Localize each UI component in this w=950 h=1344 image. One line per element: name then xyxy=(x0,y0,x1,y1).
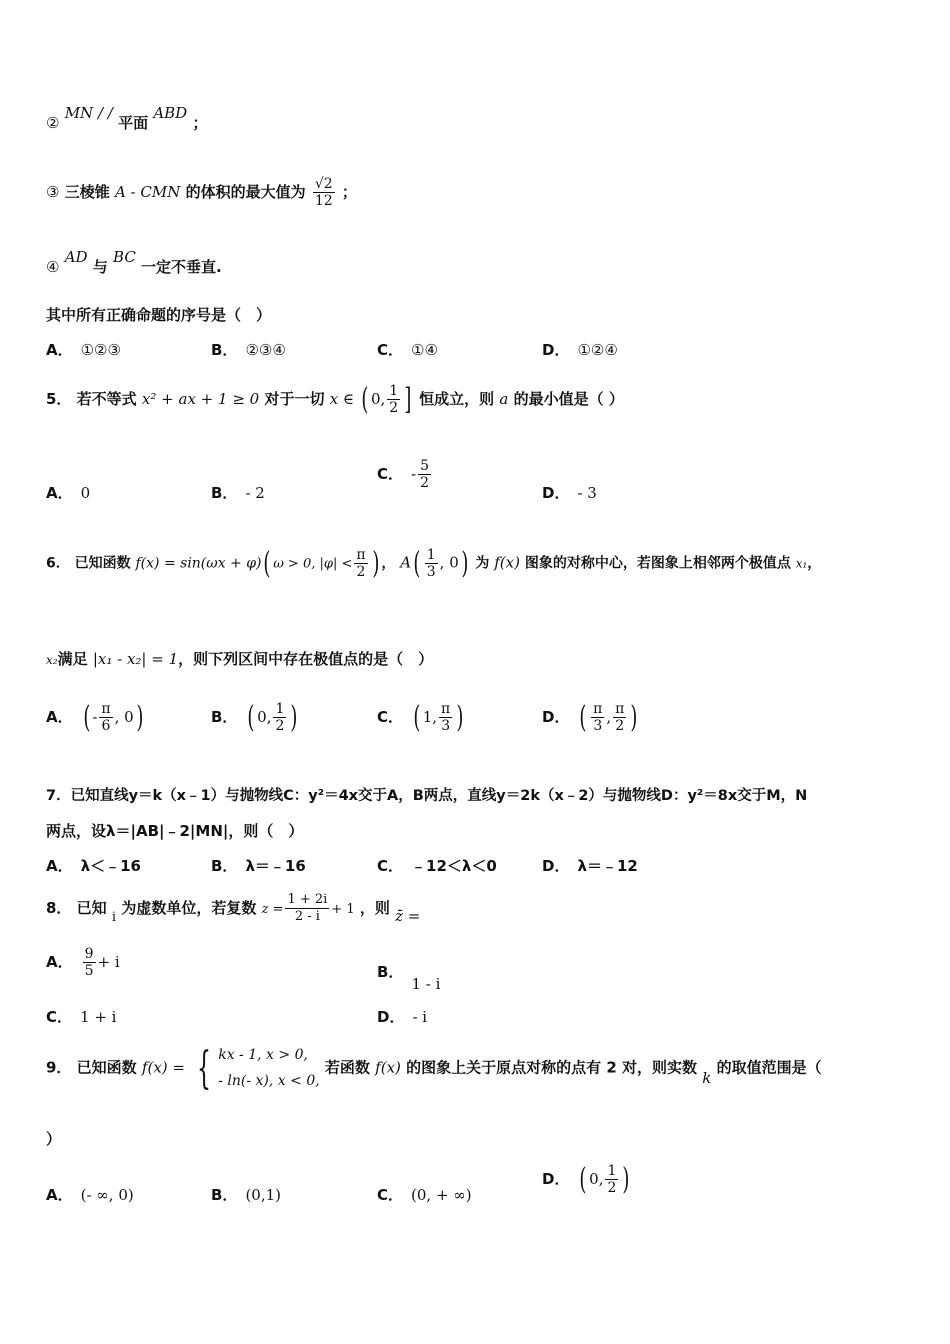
fraction xyxy=(99,701,112,734)
right-paren: ) xyxy=(461,546,469,581)
option-label: B． xyxy=(211,341,238,359)
math-function: f(x) xyxy=(375,1058,401,1077)
q5-option-b[interactable] xyxy=(211,482,265,503)
math-x1: x₁ xyxy=(795,556,808,571)
question-6-line2 xyxy=(46,648,433,669)
question-text: ，则下列区间中存在极值点的是（ ） xyxy=(178,650,434,668)
right-paren: ) xyxy=(136,700,144,735)
q7-option-b[interactable] xyxy=(211,855,306,876)
option-label: D． xyxy=(542,708,570,726)
option-text: , 0 xyxy=(114,708,134,726)
q9-option-d[interactable] xyxy=(542,1162,632,1197)
math-inequality: x² + ax + 1 ≥ 0 xyxy=(141,390,260,408)
option-text: (0, + ∞) xyxy=(411,1186,472,1204)
option-label: A． xyxy=(46,953,73,971)
question-text: 已知函数 xyxy=(76,1058,137,1077)
math-function: f(x) = xyxy=(141,1058,185,1077)
math-plus: + 1 xyxy=(331,902,355,917)
denominator: 2 xyxy=(420,475,430,491)
option-text: ②③④ xyxy=(245,341,286,359)
q4-option-b[interactable] xyxy=(211,339,286,360)
interval-left: 0, xyxy=(370,390,386,408)
denominator: 3 xyxy=(426,564,436,580)
math-plane-abd: ABD xyxy=(153,104,188,122)
option-text: λ＜﹣16 xyxy=(80,857,141,875)
numerator: 1 xyxy=(275,701,285,717)
left-paren: ( xyxy=(247,700,255,735)
q8-option-c[interactable] xyxy=(46,1006,116,1027)
right-bracket: ] xyxy=(404,382,412,417)
q8-option-b[interactable] xyxy=(377,961,441,993)
question-number: 9． xyxy=(46,1058,72,1077)
option-label: C． xyxy=(377,708,404,726)
option-text: 1 + i xyxy=(80,1008,117,1026)
left-paren: ( xyxy=(413,546,421,581)
math-bc: BC xyxy=(113,248,136,266)
option-label: C． xyxy=(377,857,404,875)
option-text: 0, xyxy=(257,708,272,726)
option-text: + i xyxy=(97,953,120,971)
fraction xyxy=(439,701,452,734)
statement-4 xyxy=(46,248,222,277)
numerator: π xyxy=(356,547,366,563)
numerator: 1 xyxy=(426,547,436,563)
question-text: 为 xyxy=(475,555,490,572)
q9-option-c[interactable] xyxy=(377,1184,472,1205)
left-paren: ( xyxy=(413,700,421,735)
denominator: 3 xyxy=(441,718,451,734)
question-text: 为虚数单位，若复数 xyxy=(121,899,257,917)
left-paren: ( xyxy=(361,382,369,417)
case-1: kx - 1, x > 0, xyxy=(218,1047,308,1063)
math-function: f(x) xyxy=(494,553,520,572)
case-2: - ln(- x), x < 0, xyxy=(218,1073,320,1089)
right-paren: ) xyxy=(371,546,379,581)
denominator: 2 xyxy=(275,718,285,734)
option-text: λ＝﹣12 xyxy=(577,857,638,875)
question-text: 的最小值是（ ） xyxy=(513,390,624,408)
q8-option-d[interactable] xyxy=(377,1006,427,1027)
fraction xyxy=(613,701,626,734)
question-text: 图象的对称中心，若图象上相邻两个极值点 xyxy=(524,555,791,572)
denominator: 2 xyxy=(607,1180,617,1196)
q6-option-d[interactable] xyxy=(542,700,640,735)
right-paren: ) xyxy=(630,700,638,735)
numerator: π xyxy=(441,701,451,717)
fraction xyxy=(591,701,604,734)
left-paren: ( xyxy=(579,700,587,735)
statement-text: 一定不垂直. xyxy=(141,258,222,276)
left-paren: ( xyxy=(579,1162,587,1197)
option-label: B． xyxy=(211,1186,238,1204)
question-number: 6． xyxy=(46,555,70,572)
right-paren: ) xyxy=(456,700,464,735)
question-text: 的取值范围是（ xyxy=(716,1058,822,1077)
math-variable: a xyxy=(499,390,509,408)
option-label: A． xyxy=(46,1186,73,1204)
statement-number: ④ xyxy=(46,258,60,276)
denominator: 2 - i xyxy=(294,909,320,924)
option-text: - xyxy=(92,708,98,726)
punctuation: ， xyxy=(807,555,822,572)
math-function: f(x) = sin(ωx + φ) xyxy=(135,555,262,572)
math-point: A xyxy=(400,553,412,572)
option-label: D． xyxy=(542,484,570,502)
statement-text: 平面 xyxy=(118,114,149,132)
option-text: 1 - i xyxy=(411,975,441,993)
option-label: C． xyxy=(377,465,404,483)
option-label: C． xyxy=(377,341,404,359)
statement-number: ② xyxy=(46,114,60,132)
option-text: λ＝﹣16 xyxy=(245,857,306,875)
statement-text: 的体积的最大值为 xyxy=(185,183,306,201)
question-text: 的图象上关于原点对称的点有 2 对，则实数 xyxy=(406,1058,698,1077)
denominator: 2 xyxy=(389,400,399,416)
option-text: ①②③ xyxy=(80,341,121,359)
q4-option-d[interactable] xyxy=(542,339,618,360)
fraction xyxy=(387,383,400,416)
fraction xyxy=(313,176,335,209)
math-mn-parallel: MN / / xyxy=(64,104,113,122)
math-i: i xyxy=(111,910,117,925)
question-text: 若函数 xyxy=(324,1058,370,1077)
left-paren: ( xyxy=(82,700,90,735)
statement-2 xyxy=(46,104,208,133)
option-text: 0, xyxy=(589,1170,604,1188)
option-text: - 3 xyxy=(577,484,597,502)
option-text: ①②④ xyxy=(577,341,618,359)
question-7-line2: 两点，设λ＝|AB|﹣2|MN|，则（ ） xyxy=(46,822,304,840)
option-text: 1, xyxy=(422,708,438,726)
denominator: 6 xyxy=(101,718,111,734)
q4-option-c[interactable] xyxy=(377,339,438,360)
question-text: 若不等式 xyxy=(76,390,137,408)
question-number: 5． xyxy=(46,390,72,408)
q9-option-a[interactable] xyxy=(46,1184,134,1205)
cases xyxy=(218,1042,319,1094)
option-label: B． xyxy=(377,963,404,981)
q6-option-b[interactable] xyxy=(211,700,300,735)
option-label: A． xyxy=(46,484,73,502)
option-text: ①④ xyxy=(411,341,438,359)
denominator: 2 xyxy=(615,718,625,734)
denominator: 2 xyxy=(356,564,366,580)
option-label: A． xyxy=(46,708,73,726)
option-label: C． xyxy=(46,1008,73,1026)
math-condition: ω > 0, |φ| < xyxy=(273,556,353,572)
option-label: D． xyxy=(542,341,570,359)
piecewise xyxy=(190,1042,319,1094)
option-label: B． xyxy=(211,857,238,875)
math-k: k xyxy=(702,1068,712,1087)
left-paren: ( xyxy=(263,546,271,581)
fraction xyxy=(354,547,367,580)
option-text: (0,1) xyxy=(245,1186,281,1204)
question-7-line1: 7．已知直线y＝k（x﹣1）与抛物线C：y²＝4x交于A，B两点，直线y＝2k（x﹣2）与抛物线D：y²＝8x交于M，N xyxy=(46,788,808,804)
q4-option-a[interactable] xyxy=(46,339,121,360)
punctuation: ， xyxy=(381,555,396,572)
numerator: 9 xyxy=(84,946,94,962)
question-9-line2: ） xyxy=(46,1130,62,1148)
punctuation: ； xyxy=(192,114,208,132)
question-8 xyxy=(46,892,420,925)
statement-number: ③ xyxy=(46,183,60,201)
option-label: B． xyxy=(211,484,238,502)
fraction xyxy=(83,946,96,979)
question-number: 8． xyxy=(46,899,72,917)
math-x2: x₂ xyxy=(46,653,58,667)
fraction xyxy=(273,701,286,734)
option-label: D． xyxy=(542,857,570,875)
q5-option-c[interactable] xyxy=(377,458,433,491)
numerator: 5 xyxy=(420,458,430,474)
punctuation: ； xyxy=(341,183,357,201)
fraction xyxy=(285,892,329,925)
q6-option-a[interactable] xyxy=(46,700,145,735)
statement-text: 与 xyxy=(92,258,108,276)
q5-option-a[interactable] xyxy=(46,482,90,503)
option-label: C． xyxy=(377,1186,404,1204)
q8-option-a[interactable] xyxy=(46,946,120,979)
q7-option-c[interactable] xyxy=(377,855,497,876)
q5-option-d[interactable] xyxy=(542,482,597,503)
statement-3 xyxy=(46,176,357,209)
math-tetrahedron: A - CMN xyxy=(114,183,181,201)
fraction xyxy=(425,547,438,580)
denominator: 5 xyxy=(84,963,94,979)
question-6 xyxy=(46,546,821,581)
option-text: - xyxy=(411,465,417,483)
denominator: 3 xyxy=(593,718,603,734)
option-label: B． xyxy=(211,708,238,726)
q9-option-b[interactable] xyxy=(211,1184,281,1205)
q4-stem: 其中所有正确命题的序号是（ ） xyxy=(46,306,272,324)
math-set: x ∈ xyxy=(329,390,355,408)
question-text: 已知函数 xyxy=(74,555,131,572)
question-9 xyxy=(46,1042,822,1094)
question-text: 已知 xyxy=(76,899,107,917)
math-abs: |x₁ - x₂| = 1 xyxy=(92,650,179,668)
option-text: (- ∞, 0) xyxy=(80,1186,134,1204)
numerator: 1 xyxy=(607,1163,617,1179)
option-label: A． xyxy=(46,857,73,875)
numerator: π xyxy=(101,701,111,717)
question-text: ，则 xyxy=(359,899,390,917)
fraction xyxy=(605,1163,618,1196)
option-label: D． xyxy=(377,1008,405,1026)
question-text: 恒成立，则 xyxy=(419,390,495,408)
question-5 xyxy=(46,382,624,417)
option-text: - i xyxy=(412,1008,428,1026)
fraction xyxy=(418,458,431,491)
numerator: 1 xyxy=(389,383,399,399)
math-point-tail: , 0 xyxy=(439,553,459,572)
numerator: √2 xyxy=(314,176,333,192)
statement-text: 三棱锥 xyxy=(64,183,110,201)
question-text: 满足 xyxy=(57,650,88,668)
option-text: ﹣12＜λ＜0 xyxy=(411,857,497,875)
option-text: , xyxy=(606,708,612,726)
q7-option-d[interactable] xyxy=(542,855,638,876)
q7-option-a[interactable] xyxy=(46,855,141,876)
math-z: z = xyxy=(261,902,284,917)
numerator: π xyxy=(615,701,625,717)
right-paren: ) xyxy=(622,1162,630,1197)
denominator: 12 xyxy=(314,193,333,209)
q6-option-c[interactable] xyxy=(377,700,466,735)
numerator: 1 + 2i xyxy=(287,892,328,907)
option-text: - 2 xyxy=(245,484,265,502)
math-ad: AD xyxy=(64,248,88,266)
option-label: A． xyxy=(46,341,73,359)
right-paren: ) xyxy=(290,700,298,735)
question-text: 对于一切 xyxy=(264,390,325,408)
left-brace: { xyxy=(197,1042,212,1094)
option-text: 0 xyxy=(80,484,91,502)
option-label: D． xyxy=(542,1170,570,1188)
numerator: π xyxy=(593,701,603,717)
math-z-conjugate: z̄ = xyxy=(395,907,421,925)
